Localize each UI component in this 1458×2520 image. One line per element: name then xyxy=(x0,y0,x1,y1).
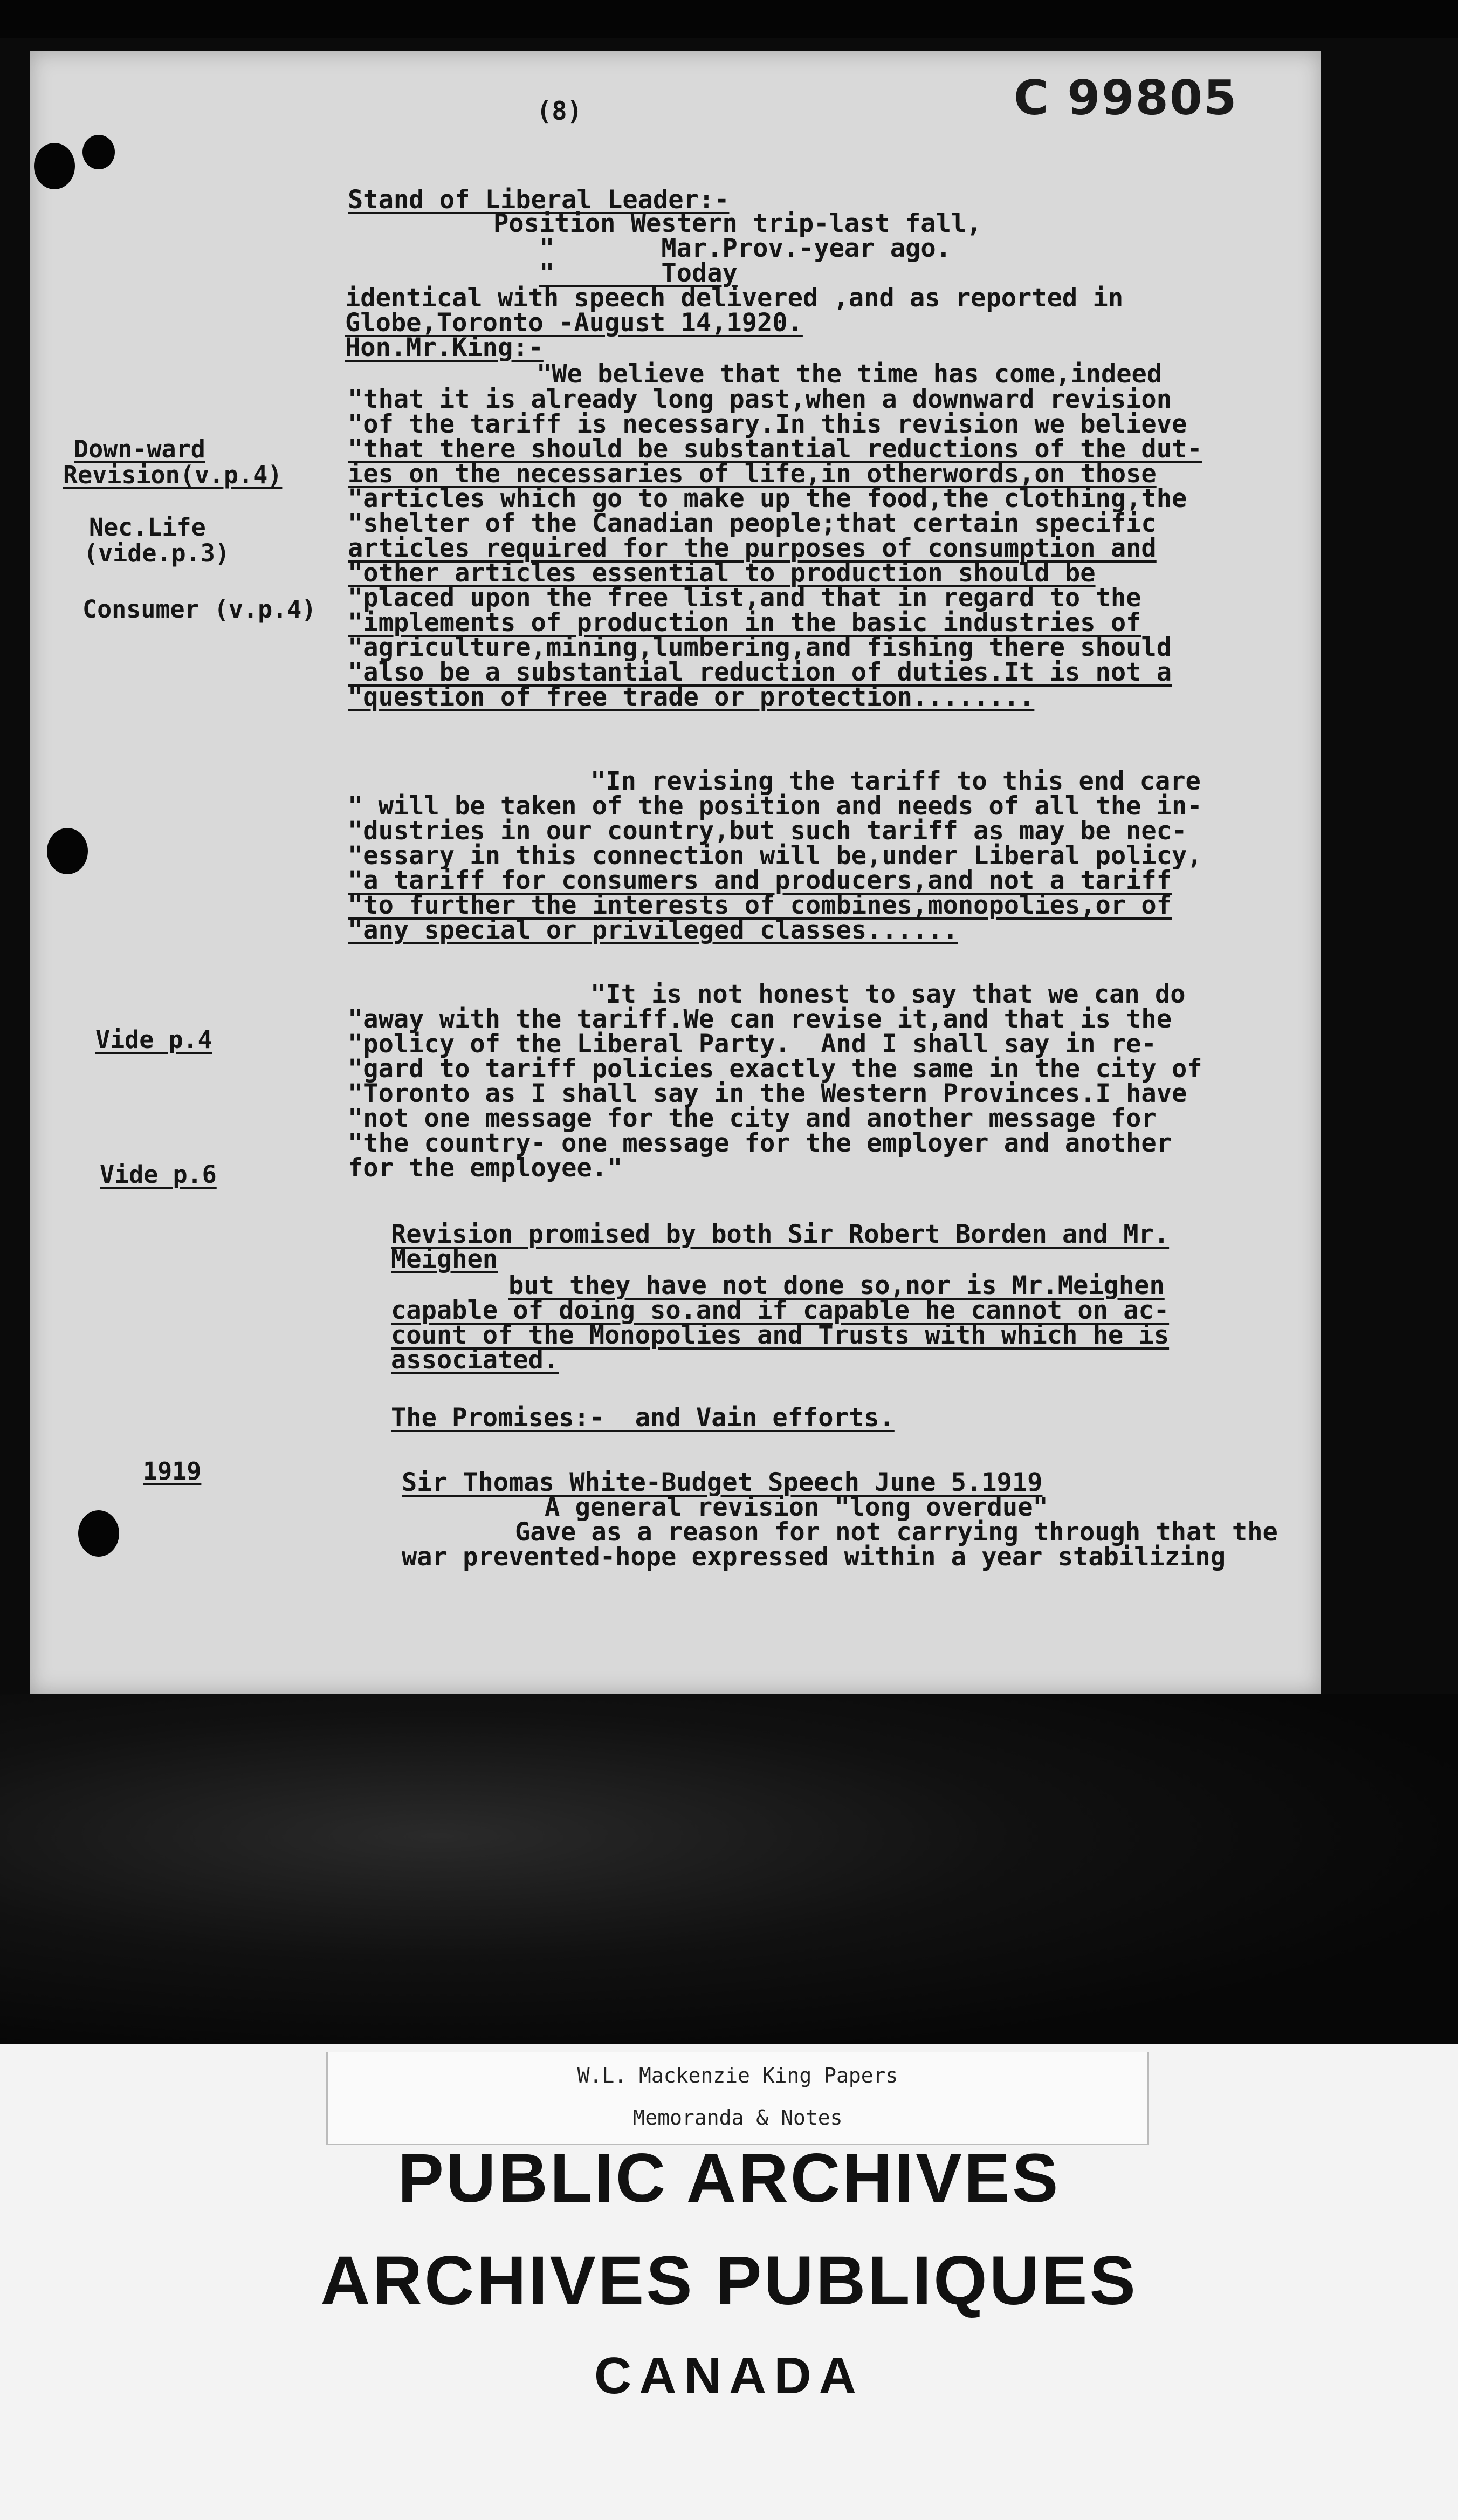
text-line: Gave as a reason for not carrying through that the xyxy=(515,1517,1278,1547)
text-line: "It is not honest to say that we can do xyxy=(590,980,1186,1009)
margin-note: 1919 xyxy=(143,1457,202,1485)
text-line: "any special or privileged classes...... xyxy=(348,915,958,945)
archive-stamp-number: C 99805 xyxy=(1014,70,1238,126)
text-line: "that it is already long past,when a downward revision xyxy=(348,385,1172,414)
archive-label xyxy=(0,2044,1458,2520)
archive-name-english: PUBLIC ARCHIVES xyxy=(397,2140,1061,2217)
margin-note: (vide.p.3) xyxy=(84,539,230,567)
text-line: "question of free trade or protection........ xyxy=(348,682,1035,712)
margin-note: Nec.Life xyxy=(89,513,206,542)
text-line: "placed upon the free list,and that in regard to the xyxy=(348,583,1141,613)
text-line: articles required for the purposes of consumption and xyxy=(348,533,1157,563)
margin-note: Vide p.4 xyxy=(95,1025,212,1054)
text-line: "to further the interests of combines,monopolies,or of xyxy=(348,891,1172,920)
text-line: "away with the tariff.We can revise it,and that is the xyxy=(348,1004,1172,1034)
text-line: Hon.Mr.King:- xyxy=(345,333,544,362)
text-line: Position Western trip-last fall, xyxy=(493,209,982,238)
text-line: "dustries in our country,but such tariff as may be nec- xyxy=(348,816,1187,846)
text-line: ies on the necessaries of life,in otherwords,on those xyxy=(348,459,1157,489)
text-line: "essary in this connection will be,under Liberal policy, xyxy=(348,841,1202,871)
text-line: "agriculture,mining,lumbering,and fishing there should xyxy=(348,633,1172,662)
text-line: "a tariff for consumers and producers,and not a tariff xyxy=(348,866,1172,895)
text-line: "also be a substantial reduction of duties.It is not a xyxy=(348,658,1172,687)
film-background xyxy=(0,1694,1458,2050)
text-line: "In revising the tariff to this end care xyxy=(590,766,1201,796)
punch-hole-middle xyxy=(47,828,88,874)
text-line: "not one message for the city and another message for xyxy=(348,1104,1157,1133)
text-line: "articles which go to make up the food,the clothing,the xyxy=(348,484,1187,513)
text-line: associated. xyxy=(391,1345,559,1375)
text-line: but they have not done so,nor is Mr.Meighen xyxy=(508,1271,1165,1300)
text-line: "of the tariff is necessary.In this revision we believe xyxy=(348,409,1187,439)
text-line: identical with speech delivered ,and as reported in xyxy=(345,283,1124,313)
text-line: A general revision "long overdue" xyxy=(545,1492,1048,1522)
punch-hole-top-2 xyxy=(82,135,115,169)
text-line: for the employee." xyxy=(348,1153,623,1183)
punch-hole-bottom xyxy=(78,1510,119,1557)
text-line: "policy of the Liberal Party. And I shall say in re- xyxy=(348,1029,1157,1059)
text-line: "We believe that the time has come,indeed xyxy=(537,359,1163,389)
collection-name: W.L. Mackenzie King Papers xyxy=(577,2064,898,2087)
text-line: Meighen xyxy=(391,1244,498,1274)
text-line: "Toronto as I shall say in the Western Provinces.I have xyxy=(348,1079,1187,1108)
text-line: "shelter of the Canadian people;that certain specific xyxy=(348,509,1157,538)
margin-note: Down-ward xyxy=(74,435,205,463)
text-line: " Today xyxy=(539,258,738,288)
text-line: "that there should be substantial reductions of the dut- xyxy=(348,434,1202,464)
film-top-edge xyxy=(0,0,1458,38)
text-line: Sir Thomas White-Budget Speech June 5.1919 xyxy=(402,1468,1043,1497)
text-line: "implements of production in the basic industries of xyxy=(348,608,1141,638)
text-line: " Mar.Prov.-year ago. xyxy=(539,234,952,263)
text-line: "gard to tariff policies exactly the same in the city of xyxy=(348,1054,1202,1084)
text-line: Stand of Liberal Leader:- xyxy=(348,185,730,215)
text-line: "the country- one message for the employer and another xyxy=(348,1128,1172,1158)
text-line: "other articles essential to production should be xyxy=(348,558,1096,588)
text-line: Revision promised by both Sir Robert Borden and Mr. xyxy=(391,1220,1170,1249)
typewritten-page xyxy=(30,51,1321,1694)
text-line: count of the Monopolies and Trusts with which he is xyxy=(391,1320,1170,1350)
text-line: The Promises:- and Vain efforts. xyxy=(391,1403,895,1433)
text-line: Globe,Toronto -August 14,1920. xyxy=(345,308,803,338)
archive-country: CANADA xyxy=(594,2347,864,2405)
archive-name-french: ARCHIVES PUBLIQUES xyxy=(320,2242,1138,2319)
margin-note: Vide p.6 xyxy=(100,1160,217,1189)
margin-note: Consumer (v.p.4) xyxy=(82,595,317,624)
collection-label-box xyxy=(326,2052,1149,2145)
page-number: (8) xyxy=(537,97,582,126)
text-line: " will be taken of the position and needs of all the in- xyxy=(348,791,1202,821)
text-line: war prevented-hope expressed within a year stabilizing xyxy=(402,1542,1226,1572)
punch-hole-top xyxy=(34,143,75,189)
margin-note: Revision(v.p.4) xyxy=(63,461,283,489)
collection-series: Memoranda & Notes xyxy=(632,2106,843,2129)
text-line: capable of doing so.and if capable he cannot on ac- xyxy=(391,1296,1170,1325)
